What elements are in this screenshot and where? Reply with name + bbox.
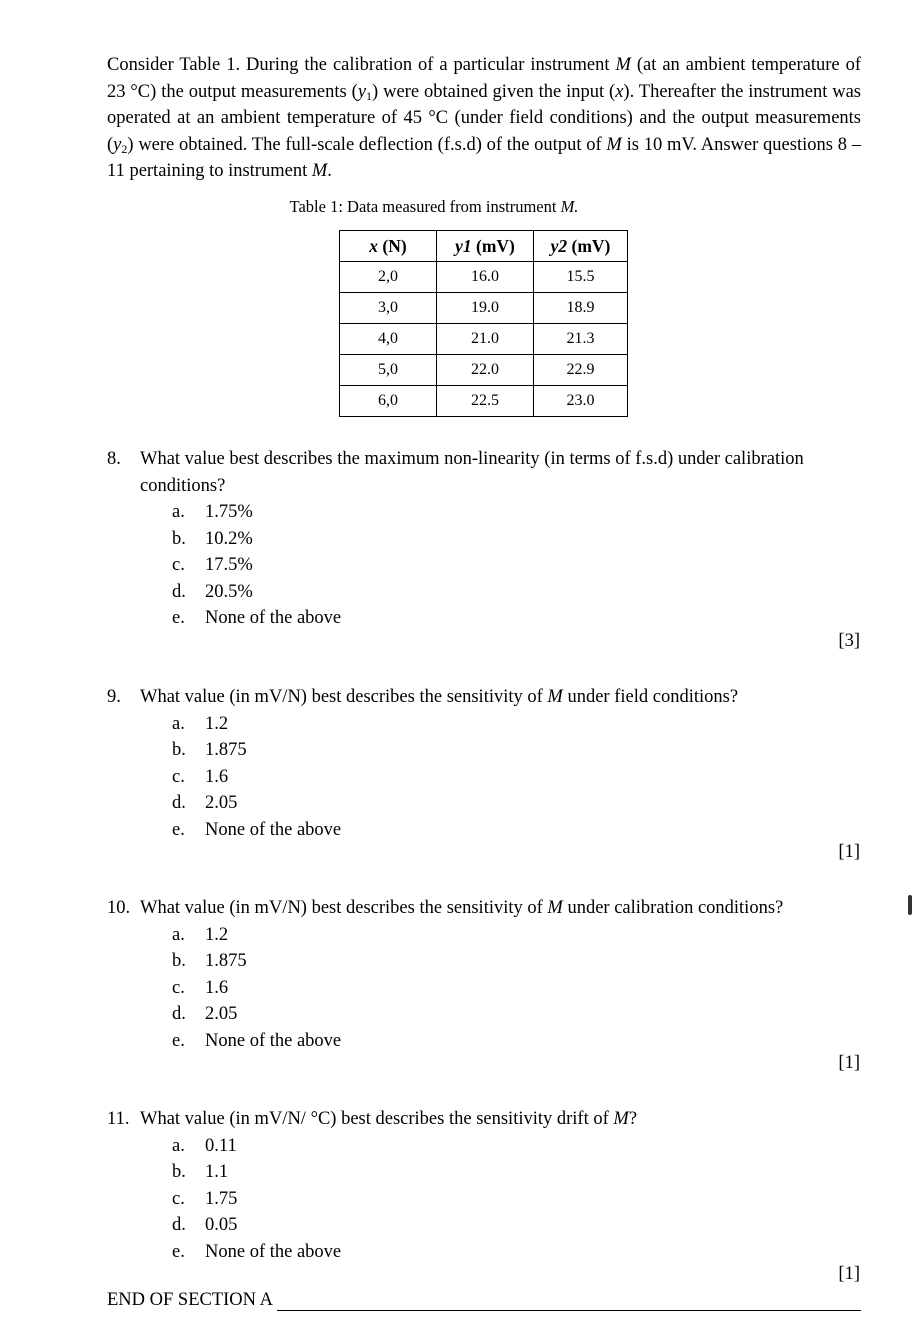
question-text: What value (in mV/N) best describes the sensitivity of M under field conditions?	[140, 687, 739, 707]
table-row	[340, 293, 628, 324]
question-number: 11.	[107, 1109, 130, 1129]
table-row	[340, 386, 628, 417]
cell-y1: 16.0	[437, 262, 534, 293]
table-row	[340, 262, 628, 293]
cell-y1: 21.0	[437, 324, 534, 355]
option-e: e. None of the above	[172, 608, 342, 628]
marks-question-8: [3]	[838, 631, 860, 651]
table-row	[340, 355, 628, 386]
question-10	[107, 895, 867, 1054]
option-c: c. 1.75	[172, 1188, 238, 1209]
option-list	[172, 1133, 867, 1266]
header-y1: y1 (mV)	[437, 231, 534, 262]
option-list	[172, 922, 867, 1055]
option-e: e. None of the above	[172, 1030, 342, 1051]
cell-y2: 21.3	[534, 324, 628, 355]
option-b: b. 1.875	[172, 740, 247, 760]
question-number: 8.	[107, 449, 121, 469]
header-y2: y2 (mV)	[534, 231, 628, 262]
footer-rule	[277, 1292, 861, 1311]
option-e: e. None of the above	[172, 819, 342, 840]
marks-question-9: [1]	[838, 842, 860, 862]
cell-x: 6,0	[340, 386, 437, 417]
option-c: c. 1.6	[172, 766, 229, 787]
table-caption: Table 1: Data measured from instrument M.	[289, 197, 579, 216]
section-footer	[107, 1290, 861, 1311]
option-a: a. 1.75%	[172, 502, 253, 522]
question-8	[107, 446, 867, 632]
cell-y1: 22.0	[437, 355, 534, 386]
cell-x: 2,0	[340, 262, 437, 293]
cell-x: 3,0	[340, 293, 437, 324]
cell-y2: 15.5	[534, 262, 628, 293]
footer-text: END OF SECTION A	[107, 1290, 273, 1310]
table-row	[340, 324, 628, 355]
option-a: a. 0.11	[172, 1135, 237, 1156]
question-9	[107, 684, 867, 843]
page-edge-mark	[908, 895, 912, 915]
data-table	[339, 230, 628, 417]
option-d: d. 2.05	[172, 793, 238, 813]
question-text: What value (in mV/N) best describes the sensitivity of M under calibration conditions?	[140, 898, 784, 918]
cell-y1: 22.5	[437, 386, 534, 417]
option-e: e. None of the above	[172, 1241, 342, 1262]
option-list	[172, 499, 867, 632]
cell-x: 5,0	[340, 355, 437, 386]
header-x: x (N)	[340, 231, 437, 262]
question-text: What value (in mV/N/ °C) best describes the sensitivity drift of M?	[140, 1109, 638, 1129]
option-b: b. 10.2%	[172, 528, 253, 549]
intro-paragraph: Consider Table 1. During the calibration of a particular instrument M (at an ambient temperature of 23 °C) the output measurements $(y_1)$ were obtained given the input (x). Thereafter the instrument was operated at an ambient temperature of 45 °C (under field conditions) and the output measurements $(y_2)$ were obtained. The full-scale deflection (f.s.d) of the output of M is 10 mV. Answer questions 8 –11 pertaining to instrument M.	[107, 55, 862, 181]
option-b: b. 1.875	[172, 951, 247, 971]
option-c: c. 17.5%	[172, 555, 253, 575]
question-number: 10.	[107, 898, 131, 918]
cell-y2: 18.9	[534, 293, 628, 324]
option-d: d. 20.5%	[172, 581, 253, 602]
question-text: What value best describes the maximum non-linearity (in terms of f.s.d) under calibration conditions?	[140, 449, 804, 496]
cell-y1: 19.0	[437, 293, 534, 324]
option-a: a. 1.2	[172, 713, 229, 734]
marks-question-11: [1]	[838, 1264, 860, 1284]
question-11	[107, 1106, 867, 1265]
option-c: c. 1.6	[172, 977, 229, 998]
marks-question-10: [1]	[838, 1053, 860, 1073]
option-list	[172, 711, 867, 844]
option-a: a. 1.2	[172, 924, 229, 945]
option-d: d. 2.05	[172, 1004, 238, 1024]
option-b: b. 1.1	[172, 1162, 229, 1182]
table-header-row	[340, 231, 628, 262]
option-d: d. 0.05	[172, 1215, 238, 1235]
cell-y2: 23.0	[534, 386, 628, 417]
cell-x: 4,0	[340, 324, 437, 355]
cell-y2: 22.9	[534, 355, 628, 386]
question-number: 9.	[107, 687, 121, 707]
